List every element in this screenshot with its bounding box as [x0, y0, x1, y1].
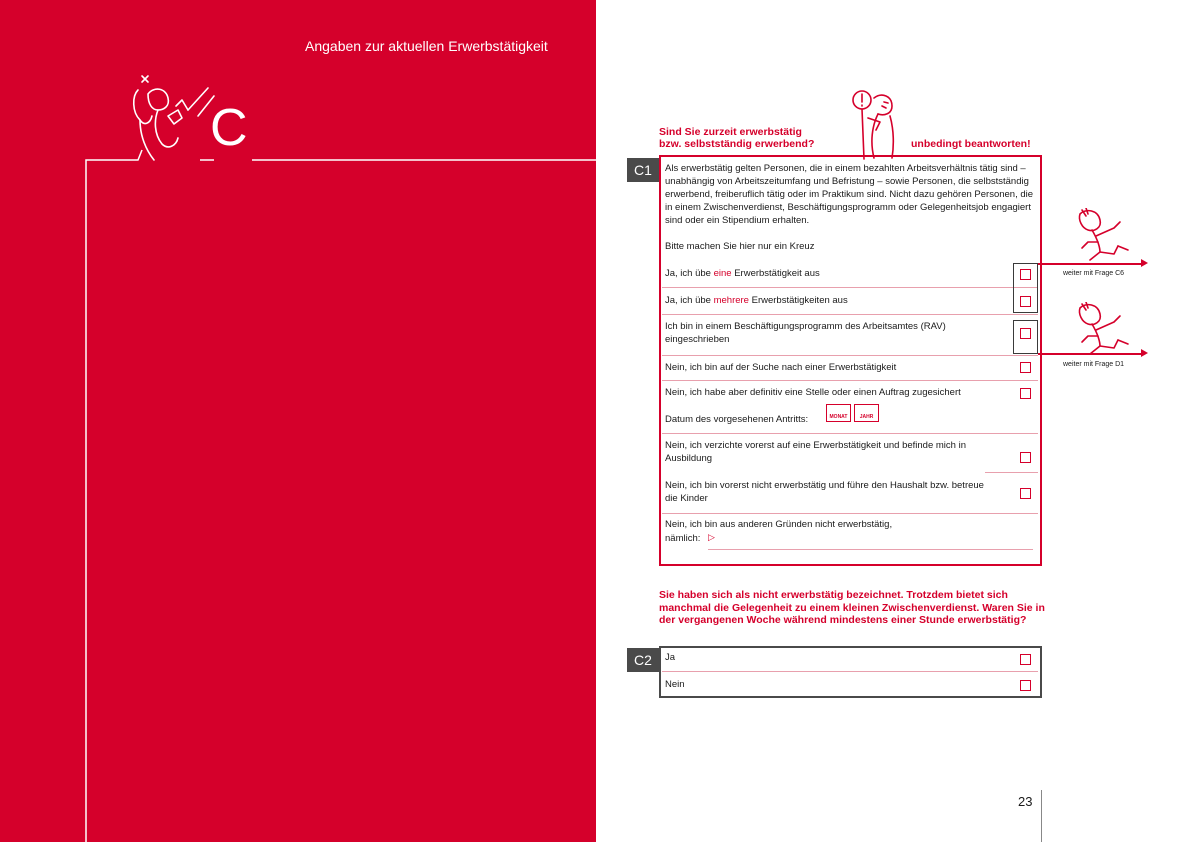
divider: [662, 671, 1038, 672]
c1-option-multiple-jobs-pre: Ja, ich übe: [665, 295, 714, 306]
goto-d1-label: weiter mit Frage D1: [1063, 361, 1125, 368]
c1-question-line2: bzw. selbstständig erwerbend?: [659, 138, 815, 150]
c2-number: C2: [627, 648, 659, 672]
c1-option-multiple-jobs-post: Erwerbstätigkeiten aus: [748, 295, 848, 306]
c1-option-multiple-jobs-highlight: mehrere: [713, 295, 749, 306]
c1-option-other-reasons: Nein, ich bin aus anderen Gründen nicht erwerbstätig,: [665, 519, 893, 530]
c2-option-no-checkbox[interactable]: [1020, 680, 1031, 691]
divider: [662, 314, 1038, 315]
c1-goto-c6-frame: [1013, 263, 1038, 313]
c1-number: C1: [627, 158, 659, 182]
arrow-right-icon: [1141, 349, 1148, 357]
mascot-running-icon: [1074, 302, 1134, 358]
c1-goto-d1-frame: [1013, 320, 1038, 354]
arrow-right-icon: [1141, 259, 1148, 267]
c1-option-job-search-checkbox[interactable]: [1020, 362, 1031, 373]
goto-c6-label: weiter mit Frage C6: [1063, 270, 1125, 277]
c1-option-one-job-highlight: eine: [713, 268, 732, 279]
divider: [662, 355, 1038, 356]
c1-instruction: Bitte machen Sie hier nur ein Kreuz: [665, 241, 815, 252]
divider: [985, 472, 1038, 473]
c1-option-job-search: Nein, ich bin auf der Suche nach einer Erwerbstätigkeit: [665, 362, 897, 373]
divider: [662, 380, 1038, 381]
c1-date-label: Datum des vorgesehenen Antritts:: [665, 414, 809, 425]
mascot-running-icon: [1074, 208, 1134, 264]
c2-option-yes: Ja: [665, 652, 676, 663]
c1-must-answer: unbedingt beantworten!: [911, 138, 1031, 150]
c1-option-multiple-jobs: [665, 294, 995, 307]
section-letter: C: [210, 99, 248, 157]
c1-option-other-label: nämlich:: [665, 533, 701, 544]
c1-question-line1: Sind Sie zurzeit erwerbstätig: [659, 126, 802, 138]
mascot-exclamation-icon: [848, 88, 906, 160]
c1-option-household-checkbox[interactable]: [1020, 488, 1031, 499]
mascot-desk-icon: [128, 70, 218, 165]
c1-other-reason-input[interactable]: [708, 549, 1033, 550]
c2-question: Sie haben sich als nicht erwerbstätig bezeichnet. Trotzdem bietet sich manchmal die Gelegenheit zu einem kleinen Zwischenverdienst. Waren Sie in der vergangenen Woche während mindestens einer Stunde erwerbstätig?: [659, 589, 1045, 626]
c1-intro: Als erwerbstätig gelten Personen, die in einem bezahlten Arbeitsverhältnis tätig sind – unabhängig von Arbeitszeitumfang und Befristung – sowie Personen, die selbstständig erwerbend, freiberuflich tätig oder im Praktikum sind. Nicht dazu gehören Personen, die in einem Zwischenverdienst, Beschäftigungsprogramm oder Gelegenheitsjob engagiert sind oder ein Stipendium erhalten.: [665, 163, 1034, 226]
c1-option-job-assured: Nein, ich habe aber definitiv eine Stelle oder einen Auftrag zugesichert: [665, 387, 961, 398]
divider: [662, 433, 1038, 434]
c1-option-rav-program: Ich bin in einem Beschäftigungsprogramm des Arbeitsamtes (RAV) eingeschrieben: [665, 321, 946, 345]
c1-date-month-field[interactable]: MONAT: [826, 404, 851, 422]
divider: [662, 513, 1038, 514]
divider: [662, 287, 1038, 288]
c1-option-one-job: [665, 267, 995, 280]
page-edge-line: [1041, 790, 1042, 842]
c1-option-one-job-post: Erwerbstätigkeit aus: [731, 268, 820, 279]
c1-option-job-assured-checkbox[interactable]: [1020, 388, 1031, 399]
c1-option-household: Nein, ich bin vorerst nicht erwerbstätig und führe den Haushalt bzw. betreue die Kinder: [665, 480, 984, 504]
play-triangle-icon: ▷: [708, 532, 715, 542]
page-number: 23: [1018, 794, 1033, 809]
c1-option-education-checkbox[interactable]: [1020, 452, 1031, 463]
c2-option-no: Nein: [665, 679, 685, 690]
c1-option-one-job-pre: Ja, ich übe: [665, 268, 714, 279]
section-title: Angaben zur aktuellen Erwerbstätigkeit: [305, 38, 548, 54]
c2-option-yes-checkbox[interactable]: [1020, 654, 1031, 665]
c1-date-year-field[interactable]: JAHR: [854, 404, 879, 422]
c1-option-education: Nein, ich verzichte vorerst auf eine Erwerbstätigkeit und befinde mich in Ausbildung: [665, 440, 966, 464]
